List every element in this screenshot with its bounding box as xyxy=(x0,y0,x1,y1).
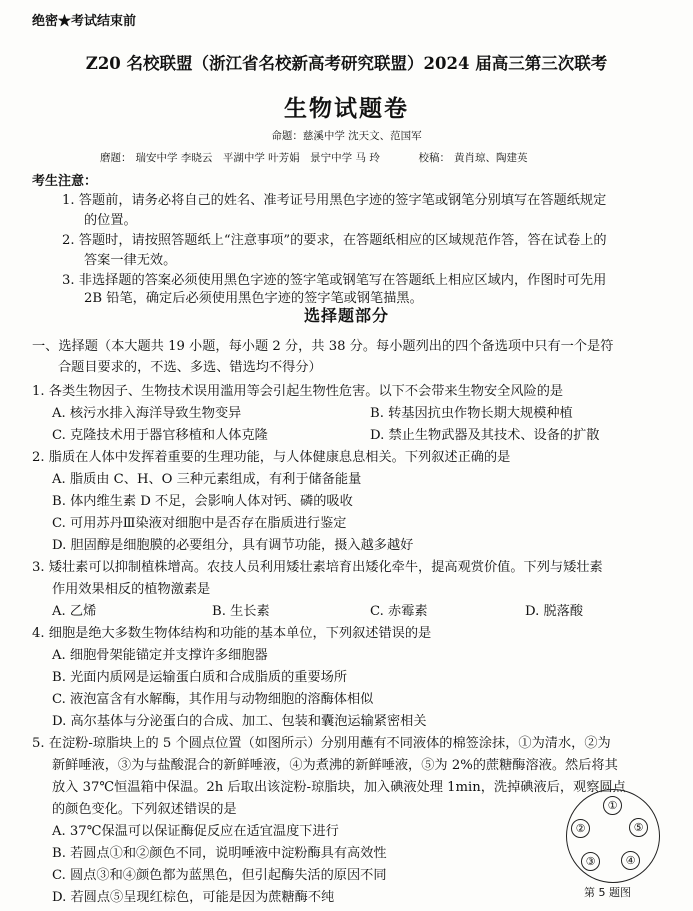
q5-stem-cont: 新鲜唾液，③为与盐酸混合的新鲜唾液，④为煮沸的新鲜唾液，⑤为 2%的蔗糖酶溶液。然后将其 xyxy=(52,758,618,773)
reviewers: 瑞安中学 李晓云 平湖中学 叶芳娟 景宁中学 马 玲 xyxy=(135,152,380,164)
q5-option-d: D. 若圆点⑤呈现红棕色，可能是因为蔗糖酶不纯 xyxy=(52,890,335,905)
confidential-label: 绝密★考试结束前 xyxy=(32,14,137,29)
q1-option-c: C. 克隆技术用于器官移植和人体克隆 xyxy=(52,428,268,443)
section-title: 选择题部分 xyxy=(303,306,389,325)
dot-1: ① xyxy=(603,796,622,815)
subject-title: 生物试题卷 xyxy=(284,95,409,122)
q4-option-a: A. 细胞骨架能锚定并支撑许多细胞器 xyxy=(52,648,268,663)
notice-line: 3. 非选择题的答案必须使用黑色字迹的签字笔或钢笔写在答题纸上相应区域内，作图时可先用 xyxy=(62,273,607,288)
q1-option-d: D. 禁止生物武器及其技术、设备的扩散 xyxy=(370,428,600,443)
exam-title: Z20 名校联盟（浙江省名校新高考研究联盟）2024 届高三第三次联考 xyxy=(85,54,608,73)
q4-stem: 4. 细胞是绝大多数生物体结构和功能的基本单位，下列叙述错误的是 xyxy=(32,626,432,641)
q5-stem: 5. 在淀粉-琼脂块上的 5 个圆点位置（如图所示）分别用蘸有不同液体的棉签涂抹，①为清水，②为 xyxy=(32,736,611,751)
dot-2: ② xyxy=(571,819,590,838)
proofreaders: 黄肖琼、陶建英 xyxy=(454,152,528,164)
notice-line: 的位置。 xyxy=(84,213,137,228)
intro-line: 合题目要求的，不选、多选、错选均不得分） xyxy=(58,360,322,375)
q5-option-c: C. 圆点③和④颜色都为蓝黑色，但引起酶失活的原因不同 xyxy=(52,868,387,883)
q4-option-c: C. 液泡富含有水解酶，其作用与动物细胞的溶酶体相似 xyxy=(52,692,374,707)
q3-option-d: D. 脱落酸 xyxy=(525,604,584,619)
q2-option-c: C. 可用苏丹Ⅲ染液对细胞中是否存在脂质进行鉴定 xyxy=(52,516,347,531)
q2-option-a: A. 脂质由 C、H、O 三种元素组成，有利于储备能量 xyxy=(52,472,362,487)
authors-line: 命题：慈溪中学 沈天文、范国军 xyxy=(271,130,422,142)
agar-block-figure xyxy=(566,789,660,883)
notice-line: 答案一律无效。 xyxy=(84,253,177,268)
q5-option-a: A. 37℃保温可以保证酶促反应在适宜温度下进行 xyxy=(52,824,339,839)
q5-option-b: B. 若圆点①和②颜色不同，说明唾液中淀粉酶具有高效性 xyxy=(52,846,387,861)
q5-stem-cont: 放入 37℃恒温箱中保温。2h 后取出该淀粉-琼脂块，加入碘液处理 1min，洗掉碘液后，观察圆点 xyxy=(52,780,626,795)
q3-option-a: A. 乙烯 xyxy=(52,604,97,619)
intro-line: 一、选择题（本大题共 19 小题，每小题 2 分，共 38 分。每小题列出的四个备选项中只有一个是符 xyxy=(32,339,614,354)
reviewers-line xyxy=(100,150,532,165)
q3-stem: 3. 矮壮素可以抑制植株增高。农技人员利用矮壮素培育出矮化牵牛，提高观赏价值。下列与矮壮素 xyxy=(32,560,603,575)
dot-3: ③ xyxy=(581,852,600,871)
dot-4: ④ xyxy=(621,851,640,870)
q2-stem: 2. 脂质在人体中发挥着重要的生理功能，与人体健康息息相关。下列叙述正确的是 xyxy=(32,450,511,465)
q3-option-b: B. 生长素 xyxy=(212,604,270,619)
dot-5: ⑤ xyxy=(629,818,648,837)
q1-option-a: A. 核污水排入海洋导致生物变异 xyxy=(52,406,242,421)
figure-caption: 第 5 题图 xyxy=(584,886,631,899)
q3-stem-cont: 作用效果相反的植物激素是 xyxy=(52,582,211,597)
q3-option-c: C. 赤霉素 xyxy=(370,604,428,619)
notice-line: 1. 答题前，请务必将自己的姓名、准考证号用黑色字迹的签字笔或钢笔分别填写在答题纸规定 xyxy=(62,193,607,208)
notice-line: 2B 铅笔，确定后必须使用黑色字迹的签字笔或钢笔描黑。 xyxy=(84,291,423,306)
q4-option-d: D. 高尔基体与分泌蛋白的合成、加工、包装和囊泡运输紧密相关 xyxy=(52,714,427,729)
review-label: 磨题： xyxy=(100,152,132,164)
notice-line: 2. 答题时，请按照答题纸上“注意事项”的要求，在答题纸相应的区域规范作答，答在试卷上的 xyxy=(62,233,607,248)
notice-heading: 考生注意： xyxy=(32,174,98,189)
q2-option-b: B. 体内维生素 D 不足，会影响人体对钙、磷的吸收 xyxy=(52,494,353,509)
proof-label: 校稿： xyxy=(418,152,451,164)
q2-option-d: D. 胆固醇是细胞膜的必要组分，具有调节功能，摄入越多越好 xyxy=(52,538,414,553)
q5-stem-cont: 的颜色变化。下列叙述错误的是 xyxy=(52,802,237,817)
q1-option-b: B. 转基因抗虫作物长期大规模种植 xyxy=(370,406,573,421)
q1-stem: 1. 各类生物因子、生物技术误用滥用等会引起生物性危害。以下不会带来生物安全风险的是 xyxy=(32,384,564,399)
q4-option-b: B. 光面内质网是运输蛋白质和合成脂质的重要场所 xyxy=(52,670,348,685)
